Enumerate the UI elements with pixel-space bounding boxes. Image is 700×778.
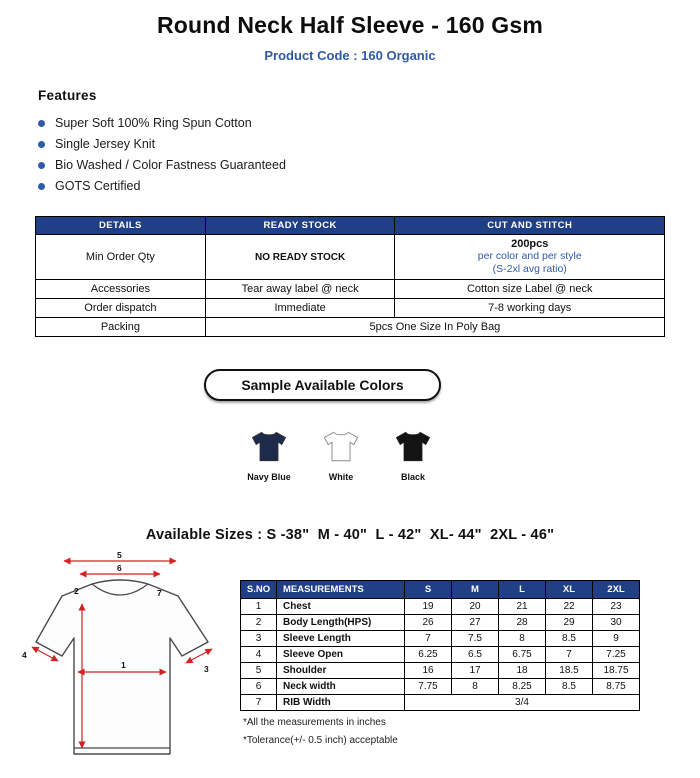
size-value: 8.25 bbox=[499, 679, 546, 695]
bullet-icon bbox=[38, 162, 45, 169]
details-cell: Min Order Qty bbox=[36, 235, 206, 280]
size-value: 18 bbox=[499, 663, 546, 679]
feature-text: GOTS Certified bbox=[55, 179, 141, 193]
size-value: 8.75 bbox=[593, 679, 640, 695]
measurements-table bbox=[240, 580, 640, 711]
size-value: 8 bbox=[452, 679, 499, 695]
tshirt-icon bbox=[250, 430, 288, 463]
details-cell: Cotton size Label @ neck bbox=[395, 280, 665, 299]
meas-col-header: XL bbox=[546, 581, 593, 599]
size-value: 9 bbox=[593, 631, 640, 647]
table-row bbox=[241, 599, 640, 615]
bullet-icon bbox=[38, 183, 45, 190]
row-no: 4 bbox=[241, 647, 277, 663]
size-value: 6.75 bbox=[499, 647, 546, 663]
details-cell: Accessories bbox=[36, 280, 206, 299]
table-row bbox=[241, 615, 640, 631]
meas-col-header: MEASUREMENTS bbox=[277, 581, 405, 599]
details-cell: NO READY STOCK bbox=[205, 235, 395, 280]
size-value: 23 bbox=[593, 599, 640, 615]
row-no: 5 bbox=[241, 663, 277, 679]
swatch-black bbox=[387, 430, 439, 482]
size-value: 8 bbox=[499, 631, 546, 647]
tshirt-measurement-drawing bbox=[20, 550, 232, 770]
diagram-label-shoulder: 5 bbox=[117, 550, 122, 560]
measurement-name: Body Length(HPS) bbox=[277, 615, 405, 631]
row-no: 2 bbox=[241, 615, 277, 631]
feature-text: Single Jersey Knit bbox=[55, 137, 156, 151]
feature-item bbox=[38, 116, 286, 130]
feature-item bbox=[38, 158, 286, 172]
feature-text: Super Soft 100% Ring Spun Cotton bbox=[55, 116, 252, 130]
cut-stitch-note: (S-2xl avg ratio) bbox=[492, 263, 567, 275]
size-value: 29 bbox=[546, 615, 593, 631]
details-cell: Packing bbox=[36, 318, 206, 337]
note-line: *Tolerance(+/- 0.5 inch) acceptable bbox=[243, 735, 398, 746]
meas-col-header: S.NO bbox=[241, 581, 277, 599]
details-table bbox=[35, 216, 665, 337]
size-value: 26 bbox=[405, 615, 452, 631]
table-row bbox=[241, 631, 640, 647]
size-value: 8.5 bbox=[546, 679, 593, 695]
swatch-label: Black bbox=[400, 472, 426, 482]
diagram-label-rib-width: 7 bbox=[157, 588, 162, 598]
bullet-icon bbox=[38, 141, 45, 148]
feature-text: Bio Washed / Color Fastness Guaranteed bbox=[55, 158, 286, 172]
page-title: Round Neck Half Sleeve - 160 Gsm bbox=[156, 12, 544, 38]
row-no: 6 bbox=[241, 679, 277, 695]
product-code: Product Code : 160 Organic bbox=[264, 48, 436, 63]
table-row bbox=[241, 679, 640, 695]
features-section bbox=[38, 88, 286, 200]
details-cell: 7-8 working days bbox=[395, 299, 665, 318]
size-value: 18.75 bbox=[593, 663, 640, 679]
meas-col-header: L bbox=[499, 581, 546, 599]
cut-stitch-note: per color and per style bbox=[477, 250, 582, 262]
meas-col-header: M bbox=[452, 581, 499, 599]
row-no: 1 bbox=[241, 599, 277, 615]
measurement-name: Neck width bbox=[277, 679, 405, 695]
size-value: 21 bbox=[499, 599, 546, 615]
diagram-label-sleeve-open: 4 bbox=[22, 650, 27, 660]
details-col-header: READY STOCK bbox=[205, 217, 395, 235]
details-col-header: DETAILS bbox=[36, 217, 206, 235]
measurements-header-row bbox=[241, 581, 640, 599]
details-cell: 5pcs One Size In Poly Bag bbox=[205, 318, 664, 337]
measurement-name: Sleeve Length bbox=[277, 631, 405, 647]
size-value: 22 bbox=[546, 599, 593, 615]
row-no: 3 bbox=[241, 631, 277, 647]
details-row-accessories bbox=[36, 280, 665, 299]
swatch-label: White bbox=[328, 472, 354, 482]
size-value: 7 bbox=[546, 647, 593, 663]
size-value: 16 bbox=[405, 663, 452, 679]
meas-col-header: 2XL bbox=[593, 581, 640, 599]
color-swatches bbox=[243, 430, 439, 482]
tshirt-icon bbox=[394, 430, 432, 463]
size-value: 7.5 bbox=[452, 631, 499, 647]
feature-item bbox=[38, 179, 286, 193]
table-row bbox=[241, 647, 640, 663]
details-cell: Immediate bbox=[205, 299, 395, 318]
feature-item bbox=[38, 137, 286, 151]
diagram-label-neck-width: 6 bbox=[117, 563, 122, 573]
size-value: 18.5 bbox=[546, 663, 593, 679]
details-cell: Order dispatch bbox=[36, 299, 206, 318]
diagram-label-chest: 1 bbox=[121, 660, 126, 670]
measurement-name: Chest bbox=[277, 599, 405, 615]
swatch-white bbox=[315, 430, 367, 482]
note-line: *All the measurements in inches bbox=[243, 717, 386, 728]
size-value-merged: 3/4 bbox=[405, 695, 640, 711]
measurement-diagram bbox=[20, 550, 232, 770]
diagram-label-sleeve-length: 3 bbox=[204, 664, 209, 674]
size-value: 19 bbox=[405, 599, 452, 615]
size-value: 28 bbox=[499, 615, 546, 631]
meas-col-header: S bbox=[405, 581, 452, 599]
size-value: 30 bbox=[593, 615, 640, 631]
sample-colors-button bbox=[204, 369, 441, 401]
details-header-row bbox=[36, 217, 665, 235]
row-no: 7 bbox=[241, 695, 277, 711]
size-value: 6.5 bbox=[452, 647, 499, 663]
features-heading: Features bbox=[38, 88, 97, 103]
size-value: 17 bbox=[452, 663, 499, 679]
size-value: 7 bbox=[405, 631, 452, 647]
details-row-dispatch bbox=[36, 299, 665, 318]
measurement-name: Shoulder bbox=[277, 663, 405, 679]
diagram-label-body-length: 2 bbox=[74, 586, 79, 596]
size-value: 20 bbox=[452, 599, 499, 615]
size-value: 8.5 bbox=[546, 631, 593, 647]
size-value: 7.75 bbox=[405, 679, 452, 695]
measurement-name: Sleeve Open bbox=[277, 647, 405, 663]
details-col-header: CUT AND STITCH bbox=[395, 217, 665, 235]
swatch-label: Navy Blue bbox=[247, 472, 291, 482]
tshirt-icon bbox=[322, 430, 360, 463]
details-row-min-order bbox=[36, 235, 665, 280]
table-row bbox=[241, 695, 640, 711]
available-sizes: Available Sizes : S -38" M - 40" L - 42" XL- 44" 2XL - 46" bbox=[145, 527, 555, 543]
measurement-name: RIB Width bbox=[277, 695, 405, 711]
bullet-icon bbox=[38, 120, 45, 127]
size-value: 6.25 bbox=[405, 647, 452, 663]
cut-stitch-qty: 200pcs bbox=[511, 238, 549, 250]
details-cell bbox=[395, 235, 665, 280]
measurement-notes bbox=[243, 714, 398, 750]
swatch-navy-blue bbox=[243, 430, 295, 482]
size-value: 27 bbox=[452, 615, 499, 631]
sample-colors-label: Sample Available Colors bbox=[241, 377, 404, 393]
details-row-packing bbox=[36, 318, 665, 337]
details-cell: Tear away label @ neck bbox=[205, 280, 395, 299]
table-row bbox=[241, 663, 640, 679]
size-value: 7.25 bbox=[593, 647, 640, 663]
